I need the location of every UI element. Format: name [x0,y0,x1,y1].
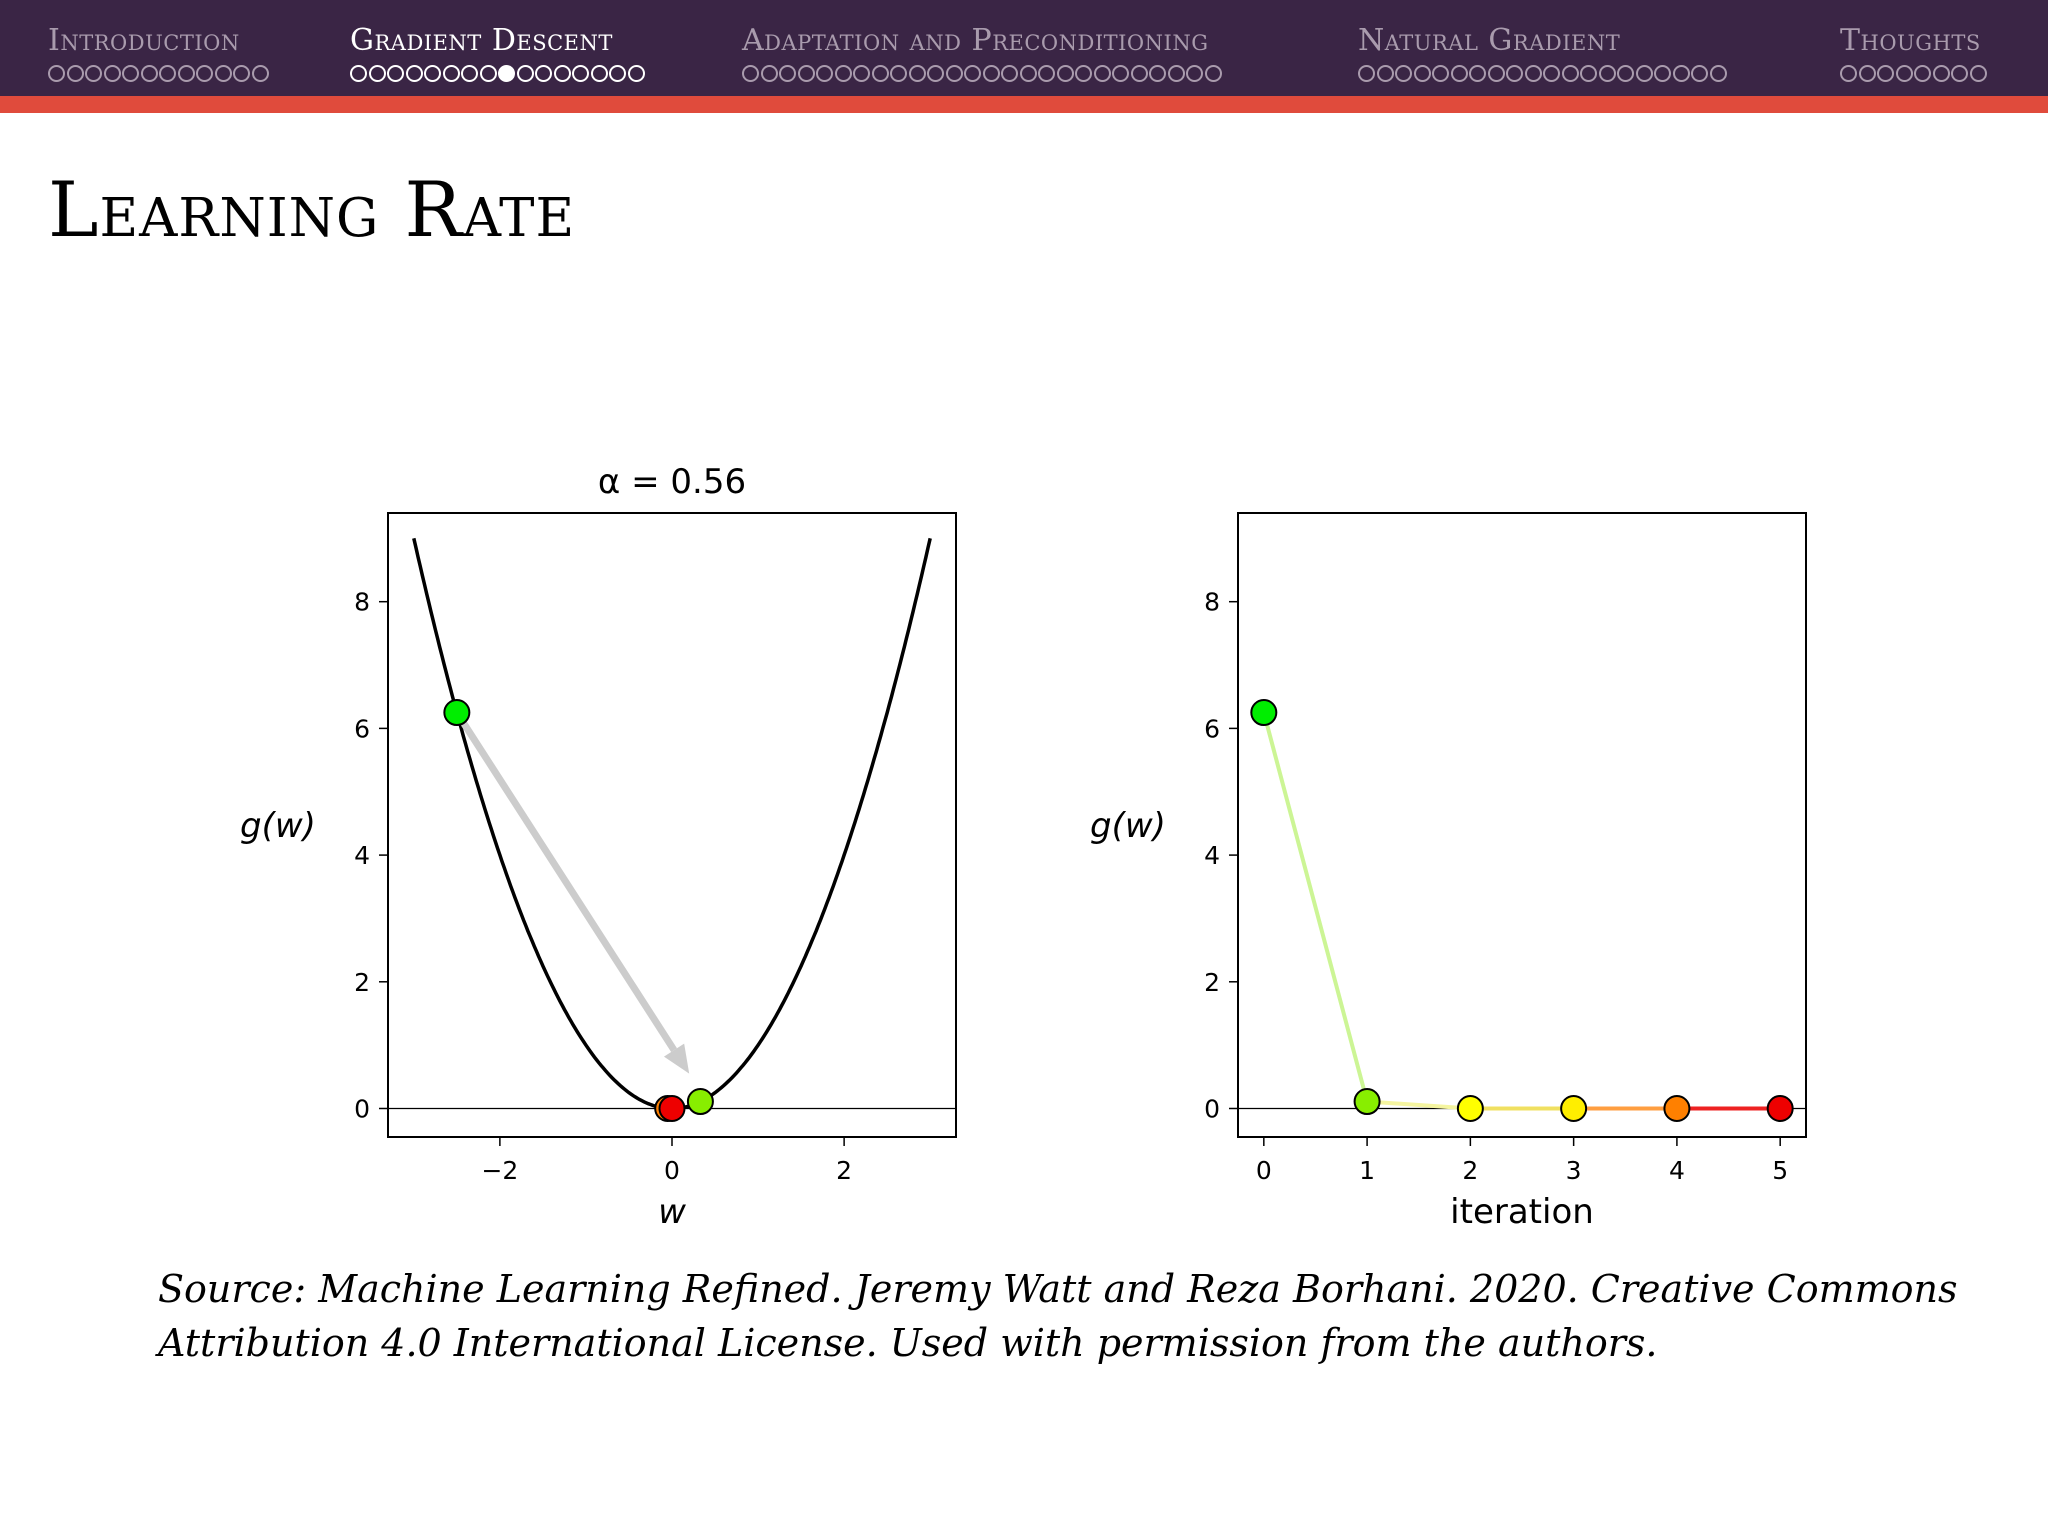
x-tick-label: 5 [1772,1156,1789,1185]
cost-history-point [1458,1096,1483,1121]
nav-label-natural-gradient: Natural Gradient [1358,23,1621,58]
x-axis-label: iteration [1450,1192,1594,1232]
gradient-step-arrow [457,713,674,1051]
x-tick-label: 0 [1255,1156,1272,1185]
plot-frame [1238,513,1806,1137]
cost-history-segment [1367,1102,1470,1109]
cost-history-segment [1264,713,1367,1102]
x-tick-label: −2 [481,1156,519,1185]
y-tick-label: 8 [354,587,370,617]
nav-label-adaptation-and-preconditioning: Adaptation and Preconditioning [742,23,1209,58]
cost-history-point [1768,1096,1793,1121]
gradient-descent-point [688,1089,713,1114]
cost-history-point [1355,1089,1380,1114]
x-tick-label: 2 [836,1156,853,1185]
nav-label-thoughts: Thoughts [1840,23,1981,58]
gradient-descent-point [444,700,469,725]
plot-area [1264,713,1780,1109]
y-tick-label: 4 [1204,841,1220,871]
chart-2 [1090,513,1806,1232]
y-tick-label: 6 [1204,714,1220,744]
cost-history-point [1561,1096,1586,1121]
y-tick-label: 4 [354,841,370,871]
y-tick-label: 8 [1204,587,1220,617]
cost-history-point [1664,1096,1689,1121]
nav-label-gradient-descent: Gradient Descent [350,23,613,58]
x-tick-label: 3 [1565,1156,1582,1185]
cost-function-curve [414,538,930,1108]
x-tick-label: 4 [1668,1156,1685,1185]
chart-title: α = 0.56 [597,462,747,502]
y-axis-label: g(w) [240,806,316,846]
cost-history-point [1251,700,1276,725]
chart-1 [240,462,956,1232]
y-tick-label: 2 [354,967,370,997]
y-tick-label: 6 [354,714,370,744]
source-note: Source: Machine Learning Refined. Jeremy Watt and Reza Borhani. 2020. Creative Commons Attribution 4.0 International License. Used with permission from the authors. [158,1267,1958,1365]
y-tick-label: 0 [354,1094,370,1124]
slide-title: Learning Rate [48,165,576,254]
y-tick-label: 0 [1204,1094,1220,1124]
x-tick-label: 1 [1359,1156,1376,1185]
plot-area [414,538,930,1108]
y-tick-label: 2 [1204,967,1220,997]
gradient-descent-point [660,1096,685,1121]
nav-label-introduction: Introduction [48,23,240,58]
x-axis-label: w [658,1192,686,1232]
x-tick-label: 2 [1462,1156,1479,1185]
y-axis-label: g(w) [1090,806,1166,846]
x-tick-label: 0 [664,1156,680,1185]
